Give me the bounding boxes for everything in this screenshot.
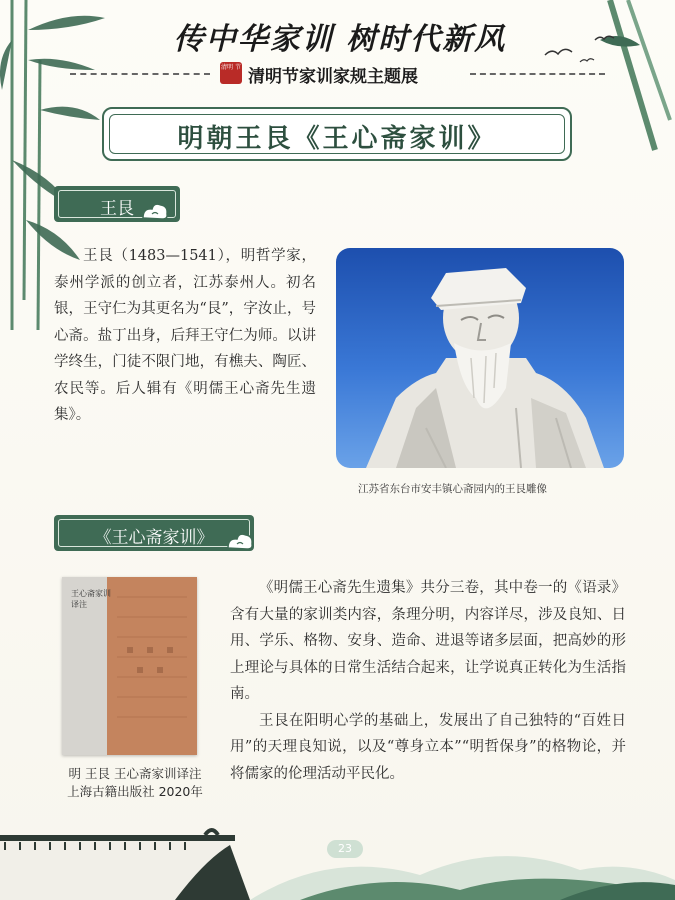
divider-left [70,73,210,75]
book-caption-line2: 上海古籍出版社 2020年 [67,784,203,799]
footer-architecture-decoration [0,820,675,900]
section-tab-label: 王艮 [100,199,134,219]
article-title: 明朝王艮《王心斋家训》 [177,124,497,154]
book-cover-title: 王心斋家训译注 [71,589,111,609]
book-cover-image [62,577,197,755]
statue-image [336,248,624,468]
statue-photo [336,248,624,468]
section-tab-label: 《王心斋家训》 [94,528,214,548]
family-instructions-text [230,575,626,787]
cloud-ornament-icon [140,200,170,222]
exhibition-subtitle: 清明节家训家规主题展 [248,67,418,87]
article-title-box [102,107,572,161]
page-number: 23 [327,840,363,858]
book-caption-line1: 明 王艮 王心斋家训译注 [68,766,202,781]
family-instructions-paragraph-1: 《明儒王心斋先生遗集》共分三卷，其中卷一的《语录》含有大量的家训类内容，条理分明，内容详尽，涉及良知、日用、学乐、格物、安身、造命、进退等诸多层面，把高妙的形上理论与具体的日常生活结合起来，让学说真正转化为生活指南。 [230,580,626,702]
section-tab-family-instructions [54,515,254,551]
book-cover-pattern [107,577,197,755]
photo-caption: 江苏省东台市安丰镇心斋园内的王艮雕像 [358,483,547,495]
wang-gen-bio-text: 王艮（1483—1541），明哲学家，泰州学派的创立者，江苏泰州人。初名银，王守仁为其更名为“艮”，字汝止，号心斋。盐丁出身，后拜王守仁为师。以讲学终生，门徒不限门地，有樵夫、陶匠、农民等。后人辑有《明儒王心斋先生遗集》。 [54,248,316,423]
divider-right [470,73,605,75]
subtitle-row [70,62,605,86]
family-instructions-paragraph-2: 王艮在阳明心学的基础上，发展出了自己独特的“百姓日用”的天理良知说，以及“尊身立本”“明哲保身”的格物论，并将儒家的伦理活动平民化。 [230,712,626,782]
cloud-ornament-icon [225,530,255,552]
main-title: 传中华家训 树时代新风 [173,22,507,57]
seal-stamp: 清明 节 [220,62,242,84]
book-cover-main-panel [107,577,197,755]
wang-gen-bio [54,243,316,429]
